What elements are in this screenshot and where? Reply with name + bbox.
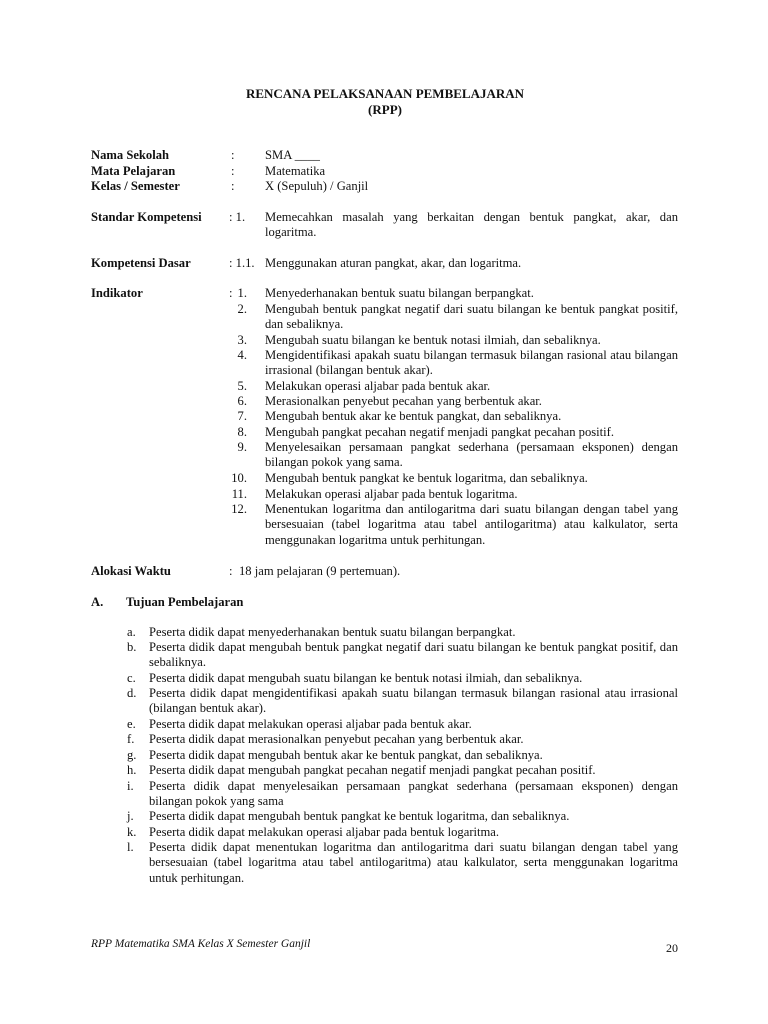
label-kompetensi-dasar: Kompetensi Dasar — [91, 256, 191, 270]
tujuan-item: Peserta didik dapat merasionalkan penyebut pecahan yang berbentuk akar. — [149, 732, 524, 746]
indikator-number: 9. — [237, 440, 247, 454]
indikator-item: Merasionalkan penyebut pecahan yang berbentuk akar. — [265, 394, 542, 408]
label-mata-pelajaran: Mata Pelajaran — [91, 164, 176, 178]
colon: : — [229, 286, 233, 300]
colon: : — [231, 164, 235, 178]
indikator-number: 4. — [237, 348, 247, 362]
indikator-item: Mengubah suatu bilangan ke bentuk notasi ilmiah, dan sebaliknya. — [265, 333, 601, 347]
tujuan-item: Peserta didik dapat mengubah bentuk pangkat negatif dari suatu bilangan ke bentuk pangkat positif, dan sebaliknya. — [149, 640, 678, 670]
indikator-number: 7. — [237, 409, 247, 423]
indikator-number: 2. — [237, 302, 247, 316]
tujuan-item: Peserta didik dapat menyederhanakan bentuk suatu bilangan berpangkat. — [149, 625, 516, 639]
indikator-number: 8. — [237, 425, 247, 439]
tujuan-item: Peserta didik dapat mengubah bentuk akar ke bentuk pangkat, dan sebaliknya. — [149, 748, 543, 762]
indikator-number: 1. — [237, 286, 247, 300]
tujuan-item: Peserta didik dapat melakukan operasi aljabar pada bentuk logaritma. — [149, 825, 500, 839]
tujuan-item: Peserta didik dapat melakukan operasi aljabar pada bentuk akar. — [149, 717, 472, 731]
indikator-item: Mengubah bentuk akar ke bentuk pangkat, dan sebaliknya. — [265, 409, 562, 423]
indikator-number: 5. — [237, 379, 247, 393]
tujuan-letter: d. — [127, 686, 137, 700]
label-nama-sekolah: Nama Sekolah — [91, 148, 170, 162]
kompetensi-number: : 1.1. — [229, 256, 255, 270]
label-standar-kompetensi: Standar Kompetensi — [91, 210, 202, 224]
footer-caption: RPP Matematika SMA Kelas X Semester Ganjil — [91, 938, 311, 950]
tujuan-letter: c. — [127, 671, 136, 685]
indikator-number: 12. — [231, 502, 247, 516]
tujuan-item: Peserta didik dapat mengidentifikasi apakah suatu bilangan termasuk bilangan rasional atau irrasional (bilangan bentuk akar). — [149, 686, 678, 716]
tujuan-item: Peserta didik dapat mengubah pangkat pecahan negatif menjadi pangkat pecahan positif. — [149, 763, 596, 777]
tujuan-letter: i. — [127, 779, 134, 793]
indikator-item: Mengidentifikasi apakah suatu bilangan termasuk bilangan rasional atau bilangan irrasional (bilangan bentuk akar). — [265, 348, 678, 378]
indikator-item: Menyederhanakan bentuk suatu bilangan berpangkat. — [265, 286, 534, 300]
label-alokasi-waktu: Alokasi Waktu — [91, 564, 171, 578]
indikator-item: Melakukan operasi aljabar pada bentuk akar. — [265, 379, 491, 393]
section-a-letter: A. — [91, 595, 104, 609]
tujuan-item: Peserta didik dapat mengubah bentuk pangkat ke bentuk logaritma, dan sebaliknya. — [149, 809, 570, 823]
indikator-item: Menyelesaikan persamaan pangkat sederhana (persamaan eksponen) dengan bilangan pokok yang sama. — [265, 440, 678, 470]
indikator-number: 6. — [237, 394, 247, 408]
kompetensi-text: Menggunakan aturan pangkat, akar, dan logaritma. — [265, 256, 522, 270]
tujuan-letter: f. — [127, 732, 135, 746]
colon: : — [229, 564, 233, 578]
document-title: RENCANA PELAKSANAAN PEMBELAJARAN — [245, 86, 525, 101]
label-indikator: Indikator — [91, 286, 143, 300]
tujuan-letter: h. — [127, 763, 137, 777]
document-subtitle: (RPP) — [368, 102, 402, 117]
standar-text: Memecahkan masalah yang berkaitan dengan bentuk pangkat, akar, dan logaritma. — [265, 210, 678, 240]
indikator-item: Mengubah bentuk pangkat ke bentuk logaritma, dan sebaliknya. — [265, 471, 588, 485]
value-nama-sekolah: SMA ____ — [265, 148, 320, 162]
indikator-number: 11. — [231, 487, 247, 501]
indikator-number: 10. — [231, 471, 247, 485]
tujuan-item: Peserta didik dapat menyelesaikan persamaan pangkat sederhana (persamaan eksponen) dengan bilangan pokok yang sama — [149, 779, 678, 809]
section-a-title: Tujuan Pembelajaran — [126, 595, 244, 609]
alokasi-text: 18 jam pelajaran (9 pertemuan). — [239, 564, 401, 578]
tujuan-letter: b. — [127, 640, 137, 654]
tujuan-item: Peserta didik dapat menentukan logaritma dan antilogaritma dari suatu bilangan dengan tabel yang bersesuaian (tabel logaritma atau tabel antilogaritma) atau kalkulator, serta menggunakan logaritma untuk perhitungan. — [149, 840, 678, 885]
indikator-item: Melakukan operasi aljabar pada bentuk logaritma. — [265, 487, 518, 501]
page-number: 20 — [666, 941, 678, 955]
indikator-item: Mengubah pangkat pecahan negatif menjadi pangkat pecahan positif. — [265, 425, 614, 439]
colon: : — [231, 179, 235, 193]
tujuan-letter: a. — [127, 625, 136, 639]
indikator-item: Mengubah bentuk pangkat negatif dari suatu bilangan ke bentuk pangkat positif, dan sebaliknya. — [265, 302, 678, 332]
standar-number: : 1. — [229, 210, 246, 224]
tujuan-letter: j. — [127, 809, 134, 823]
indikator-number: 3. — [237, 333, 247, 347]
tujuan-item: Peserta didik dapat mengubah suatu bilangan ke bentuk notasi ilmiah, dan sebaliknya. — [149, 671, 583, 685]
indikator-item: Menentukan logaritma dan antilogaritma dari suatu bilangan dengan tabel yang bersesuaian (tabel logaritma atau tabel antilogaritma) atau kalkulator, serta menggunakan logaritma untuk perhitungan. — [265, 502, 678, 547]
tujuan-letter: g. — [127, 748, 137, 762]
colon: : — [231, 148, 235, 162]
tujuan-letter: l. — [127, 840, 134, 854]
value-mata-pelajaran: Matematika — [265, 164, 326, 178]
tujuan-letter: k. — [127, 825, 137, 839]
label-kelas-semester: Kelas / Semester — [91, 179, 180, 193]
value-kelas-semester: X (Sepuluh) / Ganjil — [265, 179, 369, 193]
tujuan-letter: e. — [127, 717, 136, 731]
